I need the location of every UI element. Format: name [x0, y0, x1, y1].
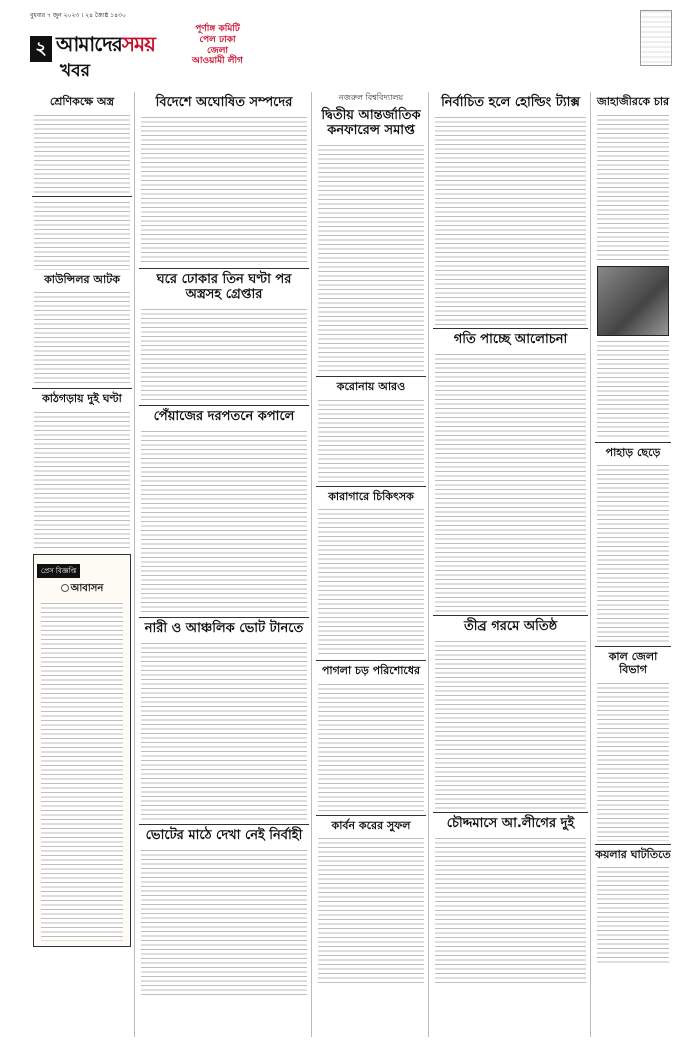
headline: তীব্র গরমে অতিষ্ঠ: [463, 618, 558, 634]
body-text: [318, 143, 424, 373]
body-text: [141, 848, 307, 998]
body-text: [435, 639, 586, 809]
headline: দ্বিতীয় আন্তর্জাতিক কনফারেন্স সমাপ্ত: [321, 108, 421, 138]
headline: বিদেশে অঘোষিত সম্পদের: [155, 95, 293, 110]
headline: নির্বাচিত হলে হোল্ডিং ট্যাক্স: [441, 95, 580, 110]
body-text: [597, 681, 669, 841]
body-text: [597, 463, 669, 643]
headline: জাহাজীরকে চার: [596, 95, 670, 108]
body-text: [318, 507, 424, 657]
body-text: [34, 410, 130, 550]
scroll-icon: [640, 10, 672, 66]
masthead-logo-part-a: আমাদের: [56, 32, 122, 56]
column-1: [30, 92, 135, 1037]
body-text: [318, 398, 424, 483]
circle-icon: [61, 584, 69, 592]
headline: পেঁয়াজের দরপতনে কপালে: [153, 408, 295, 424]
body-text: [597, 339, 669, 439]
headline: পাহাড় ছেড়ে: [605, 445, 661, 459]
divider: [316, 815, 426, 816]
body-text: [34, 290, 130, 385]
divider: [32, 196, 132, 197]
headline: শ্রেণিকক্ষে অস্ত্র: [49, 95, 115, 108]
news-photo: [597, 266, 669, 336]
headline: কাল জেলা বিভাগ: [608, 650, 658, 676]
divider: [139, 405, 309, 406]
divider: [316, 486, 426, 487]
body-text: [435, 352, 586, 612]
body-text: [318, 836, 424, 986]
headline: নারী ও আঞ্চলিক ভোট টানতে: [144, 620, 304, 636]
ad-body: [41, 601, 123, 941]
headline: কাউন্সিলর আটক: [44, 272, 120, 286]
divider: [32, 388, 132, 389]
kicker: নজরুল বিশ্ববিদ্যালয়: [338, 93, 404, 102]
divider: [139, 824, 309, 825]
classified-ad-box: [33, 554, 131, 947]
column-4: [431, 92, 591, 1037]
headline: ভোটের মাঠে দেখা নেই নির্বাহী: [145, 827, 303, 843]
headline: পাগলা চড় পরিশোধের: [321, 664, 421, 678]
masthead-logo-part-b: সময়: [121, 32, 155, 56]
divider: [139, 617, 309, 618]
column-5: [593, 92, 673, 1037]
body-text: [435, 836, 586, 986]
divider: [316, 660, 426, 661]
body-text: [141, 641, 307, 821]
body-text: [141, 115, 307, 265]
headline: করোনায় আরও: [336, 379, 406, 393]
divider: [433, 812, 588, 813]
body-text: [597, 865, 669, 965]
headline: গতি পাচ্ছে আলোচনা: [453, 331, 568, 347]
banner-headline: পূর্ণাঙ্গ কমিটি পেল ঢাকা জেলা আওয়ামী লীগ: [192, 24, 243, 67]
section-title: খবর: [60, 61, 90, 81]
divider: [595, 844, 671, 845]
headline: চৌদ্দমাসে আ.লীগের দুই: [446, 815, 575, 831]
body-text: [141, 307, 307, 402]
divider: [595, 646, 671, 647]
ad-heading: আবাসন: [37, 581, 127, 598]
body-text: [34, 200, 130, 270]
headline: কারাগারে চিকিৎসক: [328, 489, 414, 503]
divider: [433, 328, 588, 329]
headline: ঘরে ঢোকার তিন ঘণ্টা পর অস্ত্রসহ গ্রেপ্তার: [156, 271, 292, 302]
ad-tag: প্রেস বিজ্ঞপ্তি: [37, 564, 80, 578]
page-number-badge: ২: [30, 36, 52, 62]
body-text: [141, 429, 307, 614]
column-3: [314, 92, 429, 1037]
body-text: [597, 113, 669, 263]
column-2: [137, 92, 312, 1037]
headline: কয়লার ঘাটতিতে: [595, 847, 671, 861]
divider: [139, 268, 309, 269]
headline: কাঠগড়ায় দুই ঘণ্টা: [42, 392, 122, 406]
body-text: [34, 113, 130, 193]
divider: [433, 615, 588, 616]
dateline: বুধবার ৭ জুন ২০২৩ । ২৪ জ্যৈষ্ঠ ১৪৩০: [30, 12, 126, 19]
divider: [595, 442, 671, 443]
body-text: [435, 115, 586, 325]
headline: কার্বন করের সুফল: [331, 818, 411, 832]
divider: [316, 376, 426, 377]
body-text: [318, 682, 424, 812]
